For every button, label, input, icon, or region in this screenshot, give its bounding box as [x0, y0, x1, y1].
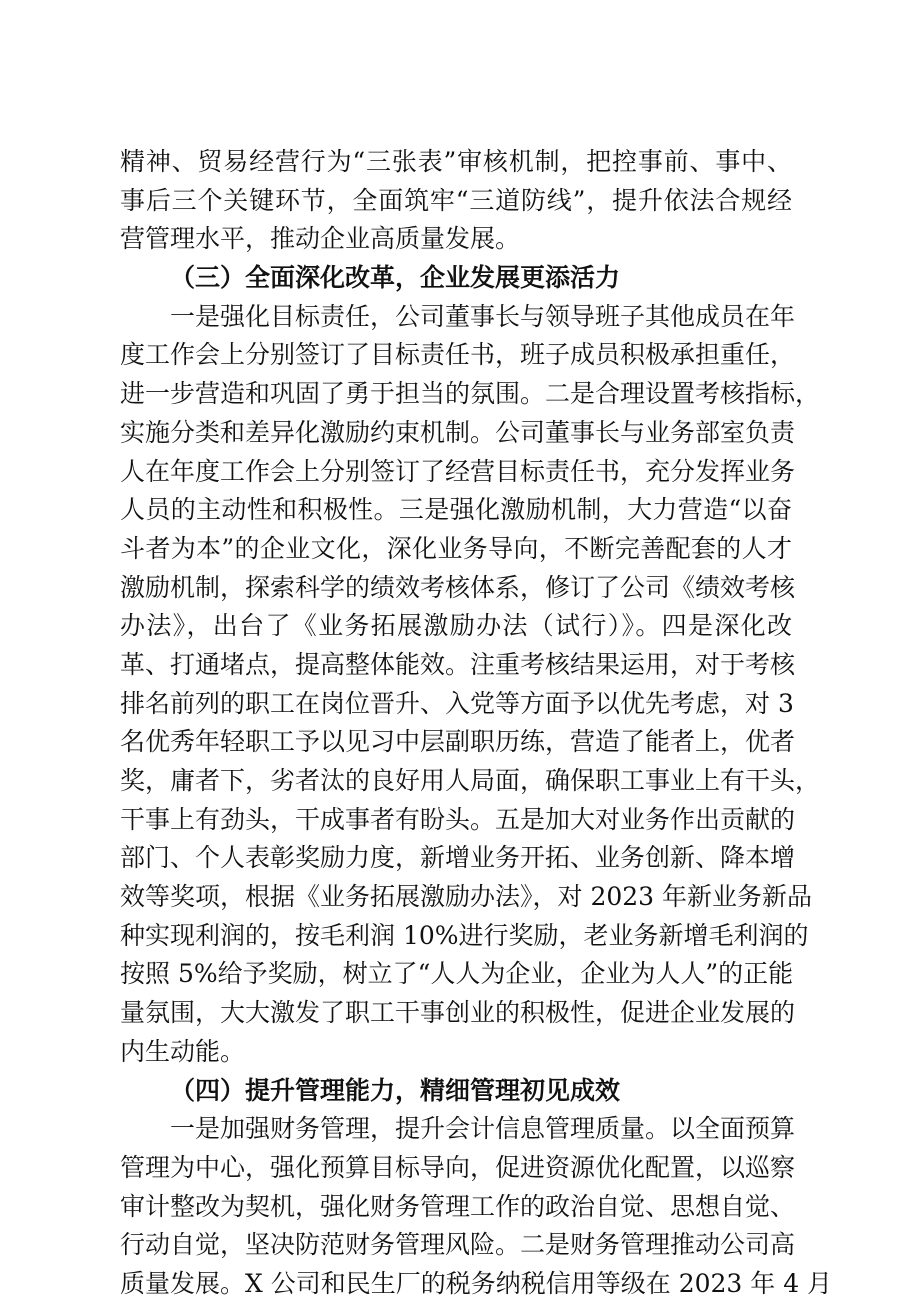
- paragraph-line: 行动自觉，坚决防范财务管理风险。二是财务管理推动公司高: [120, 1230, 796, 1260]
- paragraph-line: 名优秀年轻职工予以见习中层副职历练，营造了能者上，优者: [120, 727, 796, 757]
- paragraph-line: 度工作会上分别签订了目标责任书，班子成员积极承担重任，: [120, 340, 796, 370]
- paragraph-line: 激励机制，探索科学的绩效考核体系，修订了公司《绩效考核: [120, 572, 796, 602]
- paragraph-line: 营管理水平，推动企业高质量发展。: [120, 224, 521, 254]
- paragraph-line: 办法》，出台了《业务拓展激励办法（试行）》。四是深化改: [120, 611, 792, 641]
- paragraph-line: 干事上有劲头，干成事者有盼头。五是加大对业务作出贡献的: [120, 804, 796, 834]
- paragraph-line: 内生动能。: [120, 1036, 246, 1066]
- paragraph-line: 审计整改为契机，强化财务管理工作的政治自觉、思想自觉、: [120, 1191, 796, 1221]
- document-page: [120, 143, 833, 1304]
- section-heading: （四）提升管理能力，精细管理初见成效: [170, 1075, 621, 1105]
- paragraph-line: 实施分类和差异化激励约束机制。公司董事长与业务部室负责: [120, 417, 796, 447]
- paragraph-line: 一是强化目标责任，公司董事长与领导班子其他成员在年: [170, 301, 796, 331]
- paragraph-line: 事后三个关键环节，全面筑牢“三道防线”，提升依法合规经: [120, 185, 792, 215]
- paragraph-line: 按照 5%给予奖励，树立了“人人为企业，企业为人人”的正能: [120, 959, 794, 989]
- paragraph-line: 进一步营造和巩固了勇于担当的氛围。二是合理设置考核指标，: [120, 379, 821, 409]
- paragraph-line: 革、打通堵点，提高整体能效。注重考核结果运用，对于考核: [120, 649, 796, 679]
- paragraph-line: 一是加强财务管理，提升会计信息管理质量。以全面预算: [170, 1114, 796, 1144]
- paragraph-line: 效等奖项，根据《业务拓展激励办法》，对 2023 年新业务新品: [120, 882, 813, 912]
- paragraph-line: 排名前列的职工在岗位晋升、入党等方面予以优先考虑，对 3: [120, 688, 794, 718]
- paragraph-line: 精神、贸易经营行为“三张表”审核机制，把控事前、事中、: [120, 147, 792, 176]
- paragraph-line: 质量发展。X 公司和民生厂的税务纳税信用等级在 2023 年 4 月: [120, 1268, 833, 1298]
- paragraph-line: 量氛围，大大激发了职工干事创业的积极性，促进企业发展的: [120, 998, 796, 1028]
- paragraph-line: 人在年度工作会上分别签订了经营目标责任书，充分发挥业务: [120, 456, 796, 486]
- paragraph-line: 斗者为本”的企业文化，深化业务导向，不断完善配套的人才: [120, 533, 792, 563]
- paragraph-line: 管理为中心，强化预算目标导向，促进资源优化配置，以巡察: [120, 1152, 796, 1182]
- paragraph-line: 部门、个人表彰奖励力度，新增业务开拓、业务创新、降本增: [120, 843, 796, 873]
- section-heading: （三）全面深化改革，企业发展更添活力: [170, 263, 621, 293]
- paragraph-line: 奖，庸者下，劣者汰的良好用人局面，确保职工事业上有干头，: [120, 766, 821, 795]
- paragraph-line: 人员的主动性和积极性。三是强化激励机制，大力营造“以奋: [120, 495, 792, 525]
- paragraph-line: 种实现利润的，按毛利润 10%进行奖励，老业务新增毛利润的: [120, 920, 809, 950]
